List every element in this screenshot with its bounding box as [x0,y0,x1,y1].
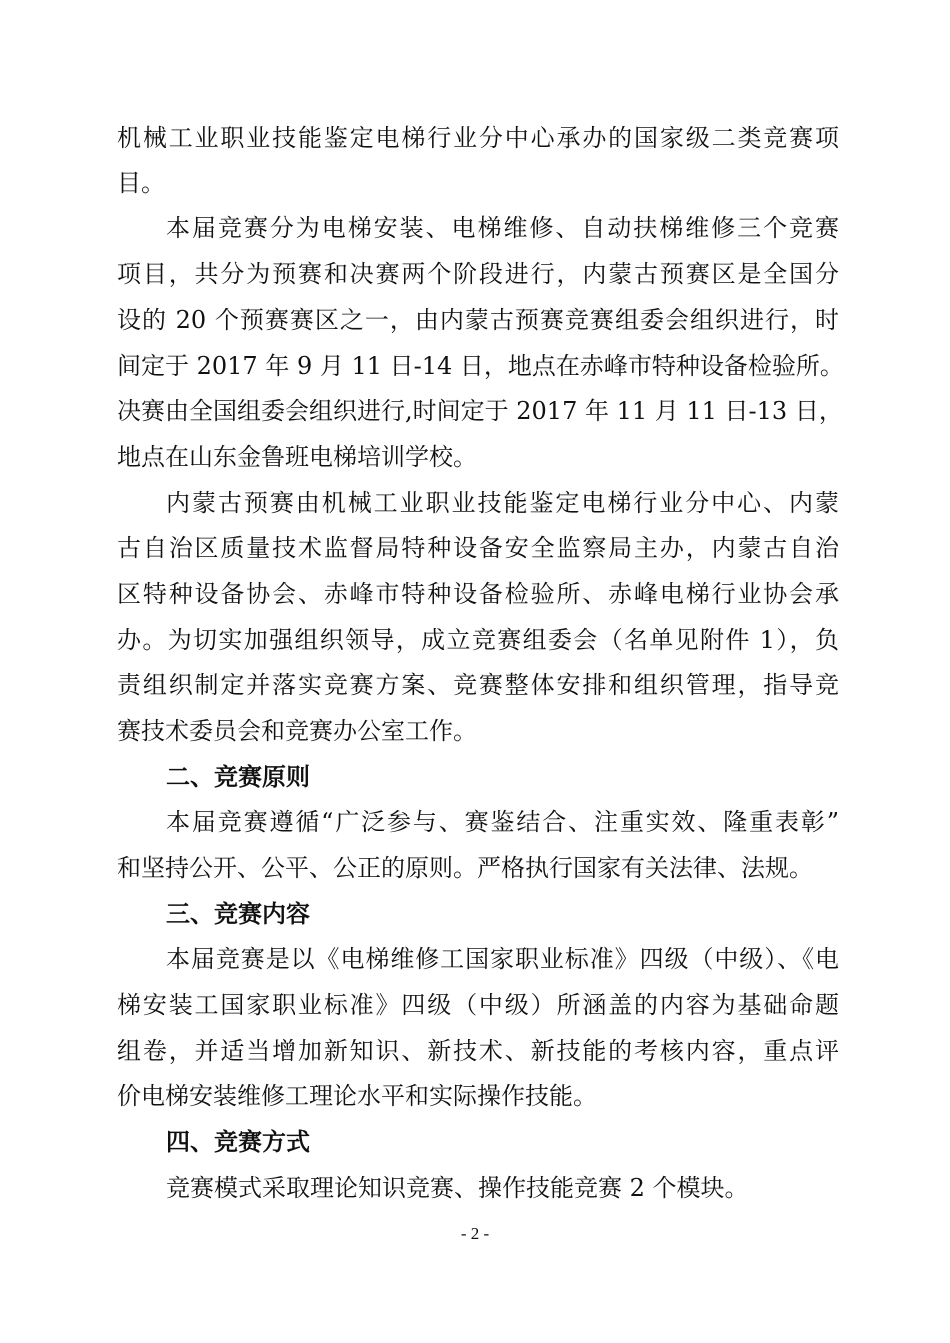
text-line: 责组织制定并落实竞赛方案、竞赛整体安排和组织管理，指导竞 [117,671,839,699]
text-line: 古自治区质量技术监督局特种设备安全监察局主办，内蒙古自治 [117,534,839,562]
paragraph-start: 竞赛模式采取理论知识竞赛、操作技能竞赛 2 个模块。 [166,1174,749,1202]
text-line: 和坚持公开、公平、公正的原则。严格执行国家有关法律、法规。 [117,854,813,882]
text-line: 机械工业职业技能鉴定电梯行业分中心承办的国家级二类竞赛项 [117,124,839,152]
text-line: 办。为切实加强组织领导，成立竞赛组委会（名单见附件 1），负 [117,626,839,654]
paragraph-start: 内蒙古预赛由机械工业职业技能鉴定电梯行业分中心、内蒙 [166,489,839,517]
text-line: 设的 20 个预赛赛区之一，由内蒙古预赛竞赛组委会组织进行，时 [117,306,839,334]
paragraph-start: 本届竞赛分为电梯安装、电梯维修、自动扶梯维修三个竞赛 [166,214,839,242]
text-line: 区特种设备协会、赤峰市特种设备检验所、赤峰电梯行业协会承 [117,580,839,608]
paragraph-start: 本届竞赛是以《电梯维修工国家职业标准》四级（中级）、《电 [166,945,839,973]
section-heading: 四、竞赛方式 [166,1128,310,1156]
text-line: 项目，共分为预赛和决赛两个阶段进行，内蒙古预赛区是全国分 [117,260,839,288]
text-line: 地点在山东金鲁班电梯培训学校。 [117,443,477,471]
text-line: 梯安装工国家职业标准》四级（中级）所涵盖的内容为基础命题 [117,991,839,1019]
paragraph-start: 本届竞赛遵循“广泛参与、赛鉴结合、注重实效、隆重表彰” [166,808,839,836]
text-line: 赛技术委员会和竞赛办公室工作。 [117,717,477,745]
text-line: 间定于 2017 年 9 月 11 日-14 日，地点在赤峰市特种设备检验所。 [117,352,844,380]
section-heading: 二、竞赛原则 [166,763,310,791]
text-line: 决赛由全国组委会组织进行,时间定于 2017 年 11 月 11 日-13 日， [117,397,843,425]
section-heading: 三、竞赛内容 [166,900,310,928]
page-number: - 2 - [460,1224,490,1243]
text-line: 目。 [117,169,165,197]
text-line: 组卷，并适当增加新知识、新技术、新技能的考核内容，重点评 [117,1037,839,1065]
text-line: 价电梯安装维修工理论水平和实际操作技能。 [117,1082,597,1110]
